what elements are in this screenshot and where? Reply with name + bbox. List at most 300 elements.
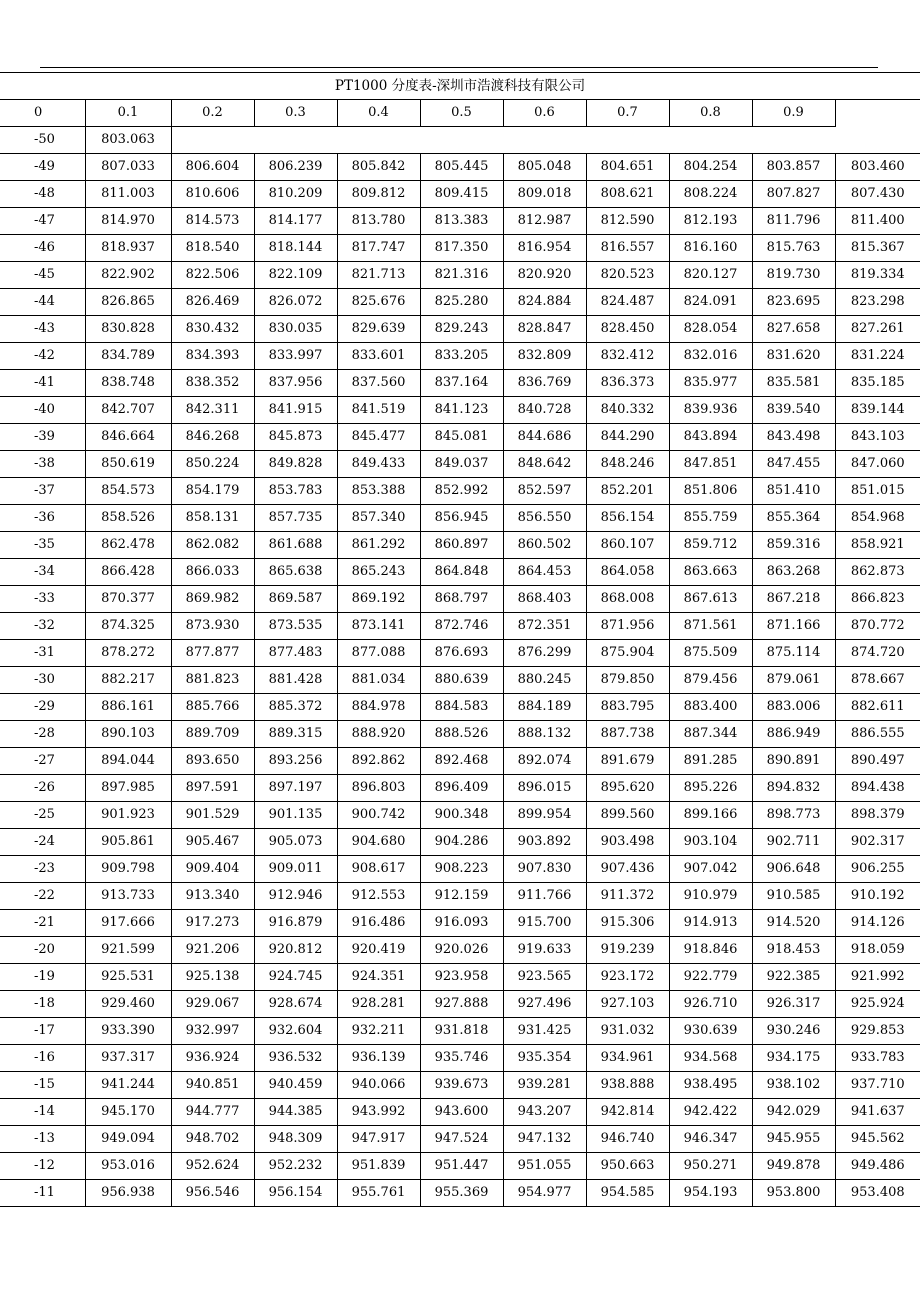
resistance-cell: 936.924 <box>171 1045 254 1072</box>
resistance-cell: 827.261 <box>835 316 920 343</box>
resistance-cell: 830.432 <box>171 316 254 343</box>
temperature-cell: -19 <box>0 964 85 991</box>
resistance-cell: 805.842 <box>337 154 420 181</box>
resistance-cell: 940.459 <box>254 1072 337 1099</box>
temperature-cell: -21 <box>0 910 85 937</box>
resistance-cell: 897.985 <box>85 775 171 802</box>
resistance-cell: 855.759 <box>669 505 752 532</box>
resistance-cell: 821.713 <box>337 262 420 289</box>
resistance-cell: 902.711 <box>752 829 835 856</box>
resistance-cell: 891.285 <box>669 748 752 775</box>
resistance-cell: 840.332 <box>586 397 669 424</box>
temperature-cell: -43 <box>0 316 85 343</box>
resistance-cell: 849.037 <box>420 451 503 478</box>
pt1000-table <box>0 72 920 1207</box>
resistance-cell: 945.562 <box>835 1126 920 1153</box>
resistance-cell: 803.460 <box>835 154 920 181</box>
resistance-cell: 920.419 <box>337 937 420 964</box>
resistance-cell: 856.154 <box>586 505 669 532</box>
resistance-cell: 816.557 <box>586 235 669 262</box>
resistance-cell: 828.054 <box>669 316 752 343</box>
resistance-cell: 898.773 <box>752 802 835 829</box>
resistance-cell: 879.061 <box>752 667 835 694</box>
resistance-cell: 848.642 <box>503 451 586 478</box>
resistance-cell: 922.779 <box>669 964 752 991</box>
resistance-cell: 944.385 <box>254 1099 337 1126</box>
resistance-cell: 839.540 <box>752 397 835 424</box>
resistance-cell: 943.600 <box>420 1099 503 1126</box>
table-row <box>0 181 920 208</box>
resistance-cell: 807.827 <box>752 181 835 208</box>
resistance-cell: 830.828 <box>85 316 171 343</box>
resistance-cell: 862.082 <box>171 532 254 559</box>
resistance-cell: 873.930 <box>171 613 254 640</box>
resistance-cell: 871.561 <box>669 613 752 640</box>
temperature-cell: -11 <box>0 1180 85 1207</box>
resistance-cell: 852.992 <box>420 478 503 505</box>
resistance-cell: 824.884 <box>503 289 586 316</box>
temperature-cell: -25 <box>0 802 85 829</box>
resistance-cell: 926.317 <box>752 991 835 1018</box>
resistance-cell: 936.139 <box>337 1045 420 1072</box>
resistance-cell: 843.498 <box>752 424 835 451</box>
table-row <box>0 559 920 586</box>
resistance-cell: 864.058 <box>586 559 669 586</box>
resistance-cell: 852.597 <box>503 478 586 505</box>
resistance-cell: 863.663 <box>669 559 752 586</box>
resistance-cell: 893.256 <box>254 748 337 775</box>
resistance-cell: 927.496 <box>503 991 586 1018</box>
resistance-cell: 936.532 <box>254 1045 337 1072</box>
table-row <box>0 262 920 289</box>
resistance-cell: 836.769 <box>503 370 586 397</box>
temperature-cell: -16 <box>0 1045 85 1072</box>
resistance-cell: 823.695 <box>752 289 835 316</box>
resistance-cell: 839.936 <box>669 397 752 424</box>
resistance-cell: 954.977 <box>503 1180 586 1207</box>
resistance-cell: 896.409 <box>420 775 503 802</box>
resistance-cell: 918.059 <box>835 937 920 964</box>
column-header: 0.1 <box>85 100 171 127</box>
resistance-cell: 940.066 <box>337 1072 420 1099</box>
resistance-cell: 942.814 <box>586 1099 669 1126</box>
column-header: 0.6 <box>503 100 586 127</box>
resistance-cell: 809.415 <box>420 181 503 208</box>
resistance-cell: 881.823 <box>171 667 254 694</box>
resistance-cell: 932.211 <box>337 1018 420 1045</box>
table-title: PT1000 分度表-深圳市浩渡科技有限公司 <box>0 73 920 100</box>
resistance-cell: 872.746 <box>420 613 503 640</box>
resistance-cell: 818.144 <box>254 235 337 262</box>
resistance-cell: 907.436 <box>586 856 669 883</box>
resistance-cell: 868.008 <box>586 586 669 613</box>
resistance-cell: 886.555 <box>835 721 920 748</box>
table-row <box>0 991 920 1018</box>
resistance-cell: 875.509 <box>669 640 752 667</box>
resistance-cell: 883.400 <box>669 694 752 721</box>
resistance-cell: 927.888 <box>420 991 503 1018</box>
empty-cell <box>835 100 920 127</box>
resistance-cell: 886.161 <box>85 694 171 721</box>
resistance-cell: 833.601 <box>337 343 420 370</box>
resistance-cell: 830.035 <box>254 316 337 343</box>
resistance-cell: 810.606 <box>171 181 254 208</box>
resistance-cell: 884.583 <box>420 694 503 721</box>
resistance-cell: 809.812 <box>337 181 420 208</box>
resistance-cell: 951.447 <box>420 1153 503 1180</box>
resistance-cell: 841.123 <box>420 397 503 424</box>
table-row <box>0 856 920 883</box>
resistance-cell: 874.720 <box>835 640 920 667</box>
column-header: 0.4 <box>337 100 420 127</box>
resistance-cell: 832.412 <box>586 343 669 370</box>
resistance-cell: 939.673 <box>420 1072 503 1099</box>
resistance-cell: 913.340 <box>171 883 254 910</box>
temperature-cell: -22 <box>0 883 85 910</box>
resistance-cell: 837.560 <box>337 370 420 397</box>
temperature-cell: -48 <box>0 181 85 208</box>
resistance-cell: 865.638 <box>254 559 337 586</box>
resistance-cell: 899.166 <box>669 802 752 829</box>
resistance-cell: 871.166 <box>752 613 835 640</box>
resistance-cell: 818.937 <box>85 235 171 262</box>
resistance-cell: 866.033 <box>171 559 254 586</box>
resistance-cell: 846.664 <box>85 424 171 451</box>
resistance-cell: 858.921 <box>835 532 920 559</box>
temperature-cell: -26 <box>0 775 85 802</box>
resistance-cell: 847.851 <box>669 451 752 478</box>
resistance-cell: 824.091 <box>669 289 752 316</box>
resistance-cell: 897.591 <box>171 775 254 802</box>
resistance-cell: 914.520 <box>752 910 835 937</box>
table-row <box>0 802 920 829</box>
table-row <box>0 532 920 559</box>
resistance-cell: 913.733 <box>85 883 171 910</box>
resistance-cell: 857.735 <box>254 505 337 532</box>
resistance-cell: 851.015 <box>835 478 920 505</box>
resistance-cell: 868.797 <box>420 586 503 613</box>
resistance-cell: 896.803 <box>337 775 420 802</box>
resistance-cell: 877.088 <box>337 640 420 667</box>
resistance-cell: 815.763 <box>752 235 835 262</box>
resistance-cell: 858.131 <box>171 505 254 532</box>
table-row <box>0 154 920 181</box>
resistance-cell: 856.550 <box>503 505 586 532</box>
resistance-cell: 896.015 <box>503 775 586 802</box>
resistance-cell: 908.223 <box>420 856 503 883</box>
resistance-cell: 949.878 <box>752 1153 835 1180</box>
resistance-cell: 887.738 <box>586 721 669 748</box>
temperature-cell: -27 <box>0 748 85 775</box>
resistance-cell: 955.369 <box>420 1180 503 1207</box>
resistance-cell: 885.372 <box>254 694 337 721</box>
resistance-cell: 945.955 <box>752 1126 835 1153</box>
resistance-cell: 840.728 <box>503 397 586 424</box>
resistance-cell: 883.006 <box>752 694 835 721</box>
resistance-cell: 887.344 <box>669 721 752 748</box>
table-row <box>0 775 920 802</box>
resistance-cell: 937.710 <box>835 1072 920 1099</box>
resistance-cell: 949.094 <box>85 1126 171 1153</box>
resistance-cell: 915.306 <box>586 910 669 937</box>
table-row <box>0 1126 920 1153</box>
table-row <box>0 937 920 964</box>
resistance-cell: 888.132 <box>503 721 586 748</box>
resistance-cell: 851.410 <box>752 478 835 505</box>
table-row <box>0 1153 920 1180</box>
resistance-cell: 933.783 <box>835 1045 920 1072</box>
temperature-cell: -44 <box>0 289 85 316</box>
resistance-cell: 817.747 <box>337 235 420 262</box>
resistance-cell: 892.468 <box>420 748 503 775</box>
resistance-cell: 826.469 <box>171 289 254 316</box>
table-row <box>0 1018 920 1045</box>
resistance-cell: 826.072 <box>254 289 337 316</box>
resistance-cell: 882.217 <box>85 667 171 694</box>
table-row <box>0 1072 920 1099</box>
resistance-cell: 910.192 <box>835 883 920 910</box>
resistance-cell: 870.772 <box>835 613 920 640</box>
resistance-cell: 881.034 <box>337 667 420 694</box>
resistance-cell: 914.126 <box>835 910 920 937</box>
temperature-cell: -36 <box>0 505 85 532</box>
resistance-cell: 912.946 <box>254 883 337 910</box>
resistance-cell: 873.141 <box>337 613 420 640</box>
resistance-cell: 814.970 <box>85 208 171 235</box>
resistance-cell: 813.780 <box>337 208 420 235</box>
resistance-cell: 814.573 <box>171 208 254 235</box>
resistance-cell: 825.280 <box>420 289 503 316</box>
resistance-cell: 842.707 <box>85 397 171 424</box>
resistance-cell: 912.553 <box>337 883 420 910</box>
temperature-cell: -39 <box>0 424 85 451</box>
resistance-cell: 886.949 <box>752 721 835 748</box>
table-row <box>0 694 920 721</box>
temperature-cell: -33 <box>0 586 85 613</box>
resistance-cell: 854.968 <box>835 505 920 532</box>
resistance-cell: 950.271 <box>669 1153 752 1180</box>
resistance-cell: 823.298 <box>835 289 920 316</box>
resistance-cell: 950.663 <box>586 1153 669 1180</box>
resistance-cell: 895.226 <box>669 775 752 802</box>
resistance-cell: 905.467 <box>171 829 254 856</box>
temperature-cell: -34 <box>0 559 85 586</box>
table-row <box>0 370 920 397</box>
resistance-cell: 862.873 <box>835 559 920 586</box>
resistance-cell: 890.103 <box>85 721 171 748</box>
resistance-cell: 916.879 <box>254 910 337 937</box>
temperature-cell: -30 <box>0 667 85 694</box>
resistance-cell: 862.478 <box>85 532 171 559</box>
resistance-cell: 898.379 <box>835 802 920 829</box>
resistance-cell: 903.892 <box>503 829 586 856</box>
temperature-cell: -18 <box>0 991 85 1018</box>
resistance-cell: 890.891 <box>752 748 835 775</box>
resistance-cell: 909.798 <box>85 856 171 883</box>
resistance-cell: 869.982 <box>171 586 254 613</box>
resistance-cell: 854.573 <box>85 478 171 505</box>
resistance-cell: 806.239 <box>254 154 337 181</box>
resistance-cell: 870.377 <box>85 586 171 613</box>
resistance-cell: 938.888 <box>586 1072 669 1099</box>
resistance-cell: 826.865 <box>85 289 171 316</box>
resistance-cell: 845.081 <box>420 424 503 451</box>
resistance-cell: 844.686 <box>503 424 586 451</box>
table-row <box>0 748 920 775</box>
resistance-cell: 899.954 <box>503 802 586 829</box>
resistance-cell: 956.154 <box>254 1180 337 1207</box>
resistance-cell: 832.809 <box>503 343 586 370</box>
resistance-cell: 929.460 <box>85 991 171 1018</box>
temperature-cell: -24 <box>0 829 85 856</box>
column-header: 0.3 <box>254 100 337 127</box>
resistance-cell: 921.599 <box>85 937 171 964</box>
resistance-cell: 869.587 <box>254 586 337 613</box>
temperature-cell: -41 <box>0 370 85 397</box>
resistance-cell: 812.987 <box>503 208 586 235</box>
resistance-cell: 811.003 <box>85 181 171 208</box>
table-row <box>0 721 920 748</box>
resistance-cell: 814.177 <box>254 208 337 235</box>
resistance-cell: 929.853 <box>835 1018 920 1045</box>
temperature-cell: -35 <box>0 532 85 559</box>
resistance-cell: 829.639 <box>337 316 420 343</box>
resistance-cell: 860.107 <box>586 532 669 559</box>
resistance-cell: 897.197 <box>254 775 337 802</box>
resistance-cell: 853.783 <box>254 478 337 505</box>
resistance-cell: 805.445 <box>420 154 503 181</box>
resistance-cell: 820.523 <box>586 262 669 289</box>
resistance-cell: 822.506 <box>171 262 254 289</box>
resistance-cell: 869.192 <box>337 586 420 613</box>
resistance-cell: 945.170 <box>85 1099 171 1126</box>
resistance-cell: 925.138 <box>171 964 254 991</box>
resistance-cell: 889.315 <box>254 721 337 748</box>
resistance-cell: 864.848 <box>420 559 503 586</box>
resistance-cell: 923.172 <box>586 964 669 991</box>
resistance-cell: 833.205 <box>420 343 503 370</box>
resistance-cell: 874.325 <box>85 613 171 640</box>
resistance-cell: 938.495 <box>669 1072 752 1099</box>
resistance-cell: 892.074 <box>503 748 586 775</box>
resistance-cell: 944.777 <box>171 1099 254 1126</box>
resistance-cell: 878.272 <box>85 640 171 667</box>
resistance-cell: 926.710 <box>669 991 752 1018</box>
temperature-cell: -50 <box>0 127 85 154</box>
resistance-cell: 895.620 <box>586 775 669 802</box>
temperature-cell: -13 <box>0 1126 85 1153</box>
table-row <box>0 316 920 343</box>
resistance-cell: 838.748 <box>85 370 171 397</box>
resistance-cell: 953.016 <box>85 1153 171 1180</box>
resistance-cell: 824.487 <box>586 289 669 316</box>
resistance-cell: 940.851 <box>171 1072 254 1099</box>
resistance-cell: 927.103 <box>586 991 669 1018</box>
resistance-cell: 893.650 <box>171 748 254 775</box>
resistance-cell: 853.388 <box>337 478 420 505</box>
table-row <box>0 586 920 613</box>
resistance-cell: 867.218 <box>752 586 835 613</box>
resistance-cell: 807.033 <box>85 154 171 181</box>
resistance-cell: 825.676 <box>337 289 420 316</box>
top-rule <box>40 67 878 68</box>
resistance-cell: 813.383 <box>420 208 503 235</box>
resistance-cell: 912.159 <box>420 883 503 910</box>
resistance-cell: 880.245 <box>503 667 586 694</box>
temperature-cell: -45 <box>0 262 85 289</box>
resistance-cell: 907.042 <box>669 856 752 883</box>
column-header: 0.8 <box>669 100 752 127</box>
resistance-cell: 812.193 <box>669 208 752 235</box>
header-row <box>0 100 920 127</box>
resistance-cell: 884.189 <box>503 694 586 721</box>
resistance-cell: 900.348 <box>420 802 503 829</box>
resistance-cell: 860.502 <box>503 532 586 559</box>
resistance-cell: 937.317 <box>85 1045 171 1072</box>
resistance-cell: 865.243 <box>337 559 420 586</box>
table-row <box>0 1180 920 1207</box>
resistance-cell: 819.730 <box>752 262 835 289</box>
resistance-cell: 943.992 <box>337 1099 420 1126</box>
resistance-cell: 849.828 <box>254 451 337 478</box>
resistance-cell: 875.904 <box>586 640 669 667</box>
resistance-cell: 921.992 <box>835 964 920 991</box>
resistance-cell: 934.175 <box>752 1045 835 1072</box>
resistance-cell: 933.390 <box>85 1018 171 1045</box>
resistance-cell: 889.709 <box>171 721 254 748</box>
resistance-cell: 919.239 <box>586 937 669 964</box>
resistance-cell: 954.193 <box>669 1180 752 1207</box>
resistance-cell: 908.617 <box>337 856 420 883</box>
resistance-cell: 811.796 <box>752 208 835 235</box>
resistance-cell: 903.104 <box>669 829 752 856</box>
resistance-cell: 803.857 <box>752 154 835 181</box>
temperature-cell: -46 <box>0 235 85 262</box>
resistance-cell: 807.430 <box>835 181 920 208</box>
temperature-cell: -17 <box>0 1018 85 1045</box>
resistance-cell: 894.044 <box>85 748 171 775</box>
resistance-cell: 878.667 <box>835 667 920 694</box>
resistance-cell: 842.311 <box>171 397 254 424</box>
resistance-cell: 816.160 <box>669 235 752 262</box>
resistance-cell: 932.997 <box>171 1018 254 1045</box>
resistance-cell: 848.246 <box>586 451 669 478</box>
column-header: 0.7 <box>586 100 669 127</box>
table-row <box>0 235 920 262</box>
resistance-cell: 892.862 <box>337 748 420 775</box>
resistance-cell: 931.032 <box>586 1018 669 1045</box>
resistance-cell: 949.486 <box>835 1153 920 1180</box>
resistance-cell: 834.789 <box>85 343 171 370</box>
column-header: 0.2 <box>171 100 254 127</box>
resistance-cell: 953.408 <box>835 1180 920 1207</box>
resistance-cell: 953.800 <box>752 1180 835 1207</box>
resistance-cell: 820.920 <box>503 262 586 289</box>
resistance-cell: 906.255 <box>835 856 920 883</box>
resistance-cell: 902.317 <box>835 829 920 856</box>
resistance-cell: 881.428 <box>254 667 337 694</box>
resistance-cell: 811.400 <box>835 208 920 235</box>
temperature-cell: -32 <box>0 613 85 640</box>
resistance-cell: 925.924 <box>835 991 920 1018</box>
resistance-cell: 941.637 <box>835 1099 920 1126</box>
resistance-cell: 917.666 <box>85 910 171 937</box>
resistance-cell: 928.674 <box>254 991 337 1018</box>
resistance-cell: 938.102 <box>752 1072 835 1099</box>
resistance-cell: 888.920 <box>337 721 420 748</box>
resistance-cell: 875.114 <box>752 640 835 667</box>
resistance-cell: 910.979 <box>669 883 752 910</box>
